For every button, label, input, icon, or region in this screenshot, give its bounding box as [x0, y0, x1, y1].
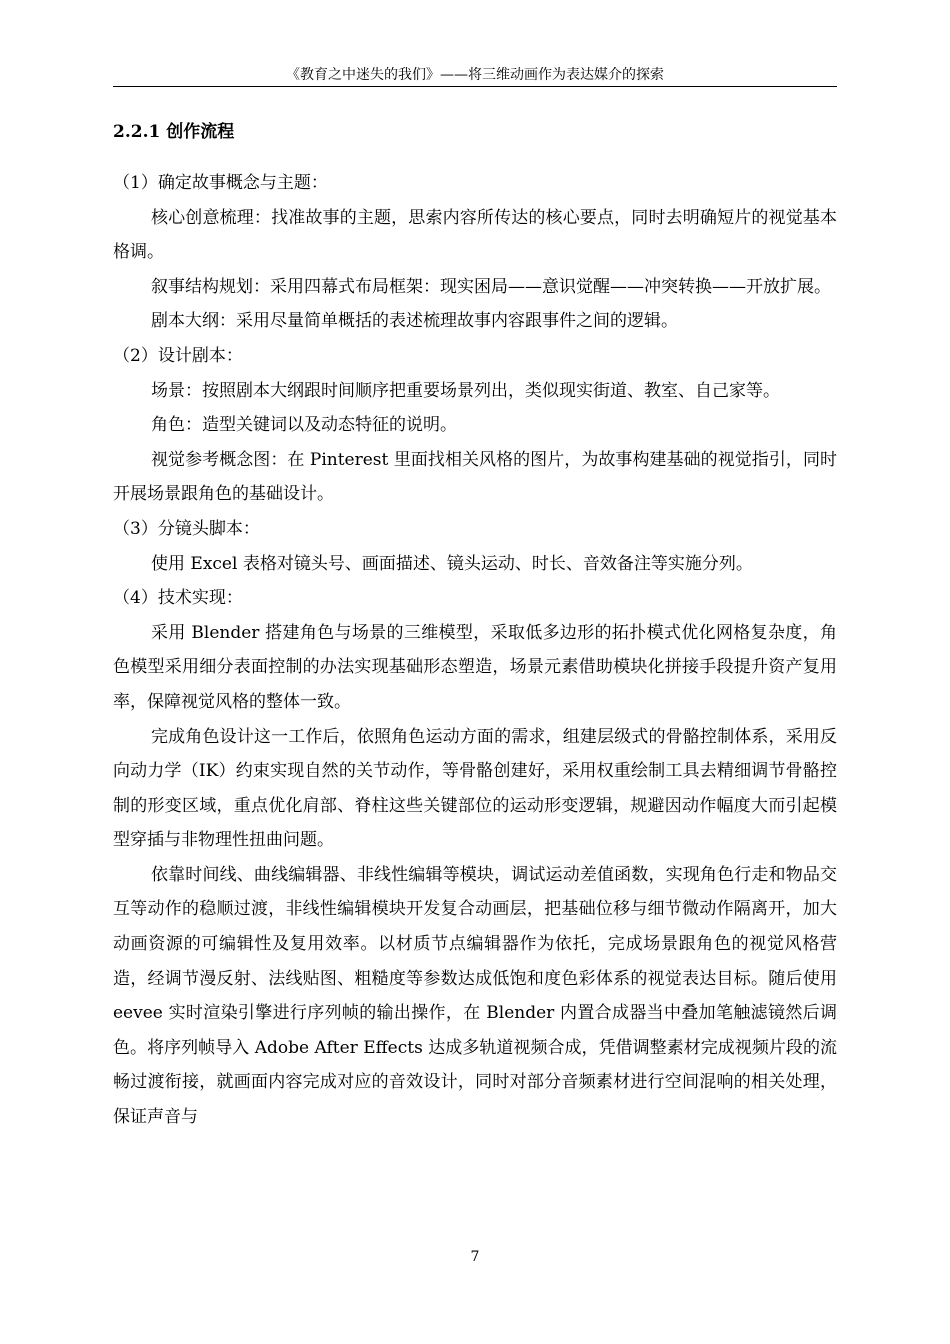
paragraph: 剧本大纲：采用尽量简单概括的表述梳理故事内容跟事件之间的逻辑。 — [151, 311, 678, 332]
paragraph: 叙事结构规划：采用四幕式布局框架：现实困局——意识觉醒——冲突转换——开放扩展。 — [151, 276, 831, 297]
step-heading: （1）确定故事概念与主题： — [113, 173, 328, 193]
paragraph: 采用 Blender 搭建角色与场景的三维模型，采取低多边形的拓扑模式优化网格复杂度，角色模型采用细分表面控制的办法实现基础形态塑造，场景元素借助模块化拼接手段提升资产复用率，保障视觉风格的整体一致。 — [113, 622, 837, 712]
running-header: 《教育之中迷失的我们》——将三维动画作为表达媒介的探索 — [286, 67, 664, 83]
paragraph: 核心创意梳理：找准故事的主题，思索内容所传达的核心要点，同时去明确短片的视觉基本格调。 — [113, 207, 837, 263]
paragraph: 完成角色设计这一工作后，依照角色运动方面的需求，组建层级式的骨骼控制体系，采用反向动力学（IK）约束实现自然的关节动作，等骨骼创建好，采用权重绘制工具去精细调节骨骼控制的形变区域，重点优化肩部、脊柱这些关键部位的运动形变逻辑，规避因动作幅度大而引起模型穿插与非物理性扭曲问题。 — [113, 726, 837, 851]
paragraph: 依靠时间线、曲线编辑器、非线性编辑等模块，调试运动差值函数，实现角色行走和物品交互等动作的稳顺过渡，非线性编辑模块开发复合动画层，把基础位移与细节微动作隔离开，加大动画资源的可编辑性及复用效率。以材质节点编辑器作为依托，完成场景跟角色的视觉风格营造，经调节漫反射、法线贴图、粗糙度等参数达成低饱和度色彩体系的视觉表达目标。随后使用 eevee 实时渲染引擎进行序列帧的输出操作，在 Blender 内置合成器当中叠加笔触滤镜然后调色。将序列帧导入 Adobe After Effects 达成多轨道视频合成，凭借调整素材完成视频片段的流畅过渡衔接，就画面内容完成对应的音效设计，同时对部分音频素材进行空间混响的相关处理，保证声音与 — [113, 864, 837, 1128]
header-rule — [113, 86, 837, 87]
paragraph: 使用 Excel 表格对镜头号、画面描述、镜头运动、时长、音效备注等实施分列。 — [151, 553, 753, 574]
section-title: 2.2.1 创作流程 — [113, 122, 235, 142]
page-number: 7 — [470, 1249, 480, 1265]
paragraph: 场景：按照剧本大纲跟时间顺序把重要场景列出，类似现实街道、教室、自己家等。 — [151, 380, 780, 401]
paragraph: 视觉参考概念图：在 Pinterest 里面找相关风格的图片，为故事构建基础的视觉指引，同时开展场景跟角色的基础设计。 — [113, 449, 837, 505]
paragraph: 角色：造型关键词以及动态特征的说明。 — [151, 415, 457, 436]
body-content — [113, 166, 837, 1135]
step-heading: （3）分镜头脚本： — [113, 518, 260, 539]
step-heading: （4）技术实现： — [113, 588, 243, 609]
step-heading: （2）设计剧本： — [113, 345, 243, 366]
